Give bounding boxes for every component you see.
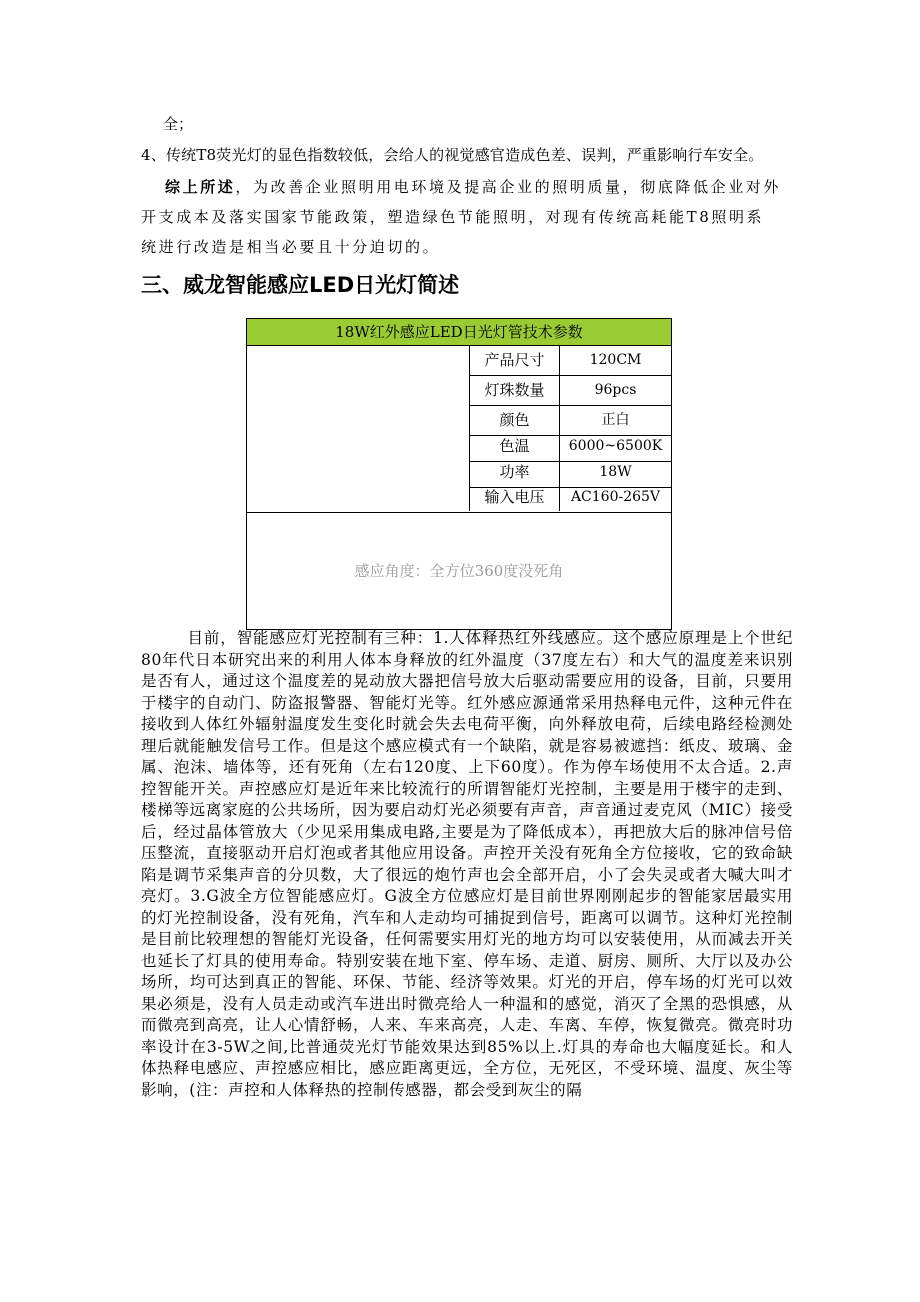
spec-table	[246, 318, 672, 630]
spec-value: 正白	[601, 412, 630, 428]
summary-text: ，为改善企业照明用电环境及提高企业的照明质量，彻底降低企业对外开支成本及落实国家节能政策，塑造绿色节能照明，对现有传统高耗能T8照明系统进行改造是相当必要且十分迫切的。	[141, 178, 782, 256]
spec-key: 产品尺寸	[470, 346, 560, 375]
spec-key: 功率	[470, 458, 560, 487]
spec-key: 输入电压	[470, 484, 560, 511]
spec-value: 18W	[599, 464, 632, 480]
spec-value: 120CM	[589, 352, 642, 368]
spec-value: AC160-265V	[570, 489, 661, 505]
product-image-area	[247, 346, 470, 511]
sensor-angle-note: 感应角度：全方位360度没死角	[247, 512, 671, 630]
section-heading: 三、威龙智能感应LED日光灯简述	[141, 273, 460, 297]
spec-row	[470, 376, 671, 406]
spec-value: 6000~6500K	[568, 438, 663, 454]
spec-value: 96pcs	[594, 382, 637, 398]
spec-row	[470, 484, 671, 511]
spec-key: 色温	[470, 432, 560, 461]
spec-row	[470, 346, 671, 376]
spec-table-title: 18W红外感应LED日光灯管技术参数	[247, 319, 671, 346]
body-paragraph: 目前，智能感应灯光控制有三种：1.人体释热红外线感应。这个感应原理是上个世纪80年代日本研究出来的利用人体本身释放的红外温度（37度左右）和大气的温度差来识别是否有人，通过这个温度差的晃动放大器把信号放大后驱动需要应用的设备，目前，只要用于楼宇的自动门、防盗报警器、智能灯光等。红外感应源通常采用热释电元件，这种元件在接收到人体红外辐射温度发生变化时就会失去电荷平衡，向外释放电荷，后续电路经检测处理后就能触发信号工作。但是这个感应模式有一个缺陷，就是容易被遮挡：纸皮、玻璃、金属、泡沫、墙体等，还有死角（左右120度、上下60度）。作为停车场使用不太合适。2.声控智能开关。声控感应灯是近年来比较流行的所谓智能灯光控制，主要是用于楼宇的走到、楼梯等远离家庭的公共场所，因为要启动灯光必须要有声音，声音通过麦克风（MIC）接受后，经过晶体管放大（少见采用集成电路,主要是为了降低成本），再把放大后的脉冲信号倍压整流，直接驱动开启灯泡或者其他应用设备。声控开关没有死角全方位接收，它的致命缺陷是调节采集声音的分贝数，大了很远的炮竹声也会全部开启，小了会失灵或者大喊大叫才亮灯。3.G波全方位智能感应灯。G波全方位感应灯是目前世界刚刚起步的智能家居最实用的灯光控制设备，没有死角，汽车和人走动均可捕捉到信号，距离可以调节。这种灯光控制是目前比较理想的智能灯光设备，任何需要实用灯光的地方均可以安装使用，从而减去开关也延长了灯具的使用寿命。特别安装在地下室、停车场、走道、厨房、厕所、大厅以及办公场所，均可达到真正的智能、环保、节能、经济等效果。灯光的开启，停车场的灯光可以效果必须是，没有人员走动或汽车进出时微亮给人一种温和的感觉，消灭了全黑的恐惧感，从而微亮到高亮，让人心情舒畅，人来、车来高亮，人走、车离、车停，恢复微亮。微亮时功率设计在3-5W之间,比普通荧光灯节能效果达到85%以上.灯具的寿命也大幅度延长。和人体热释电感应、声控感应相比，感应距离更远，全方位，无死区，不受环境、温度、灰尘等影响，(注：声控和人体释热的控制传感器，都会受到灰尘的隔	[141, 629, 794, 1099]
summary-lead: 综上所述	[165, 178, 236, 196]
text-line-item-4: 4、传统T8荧光灯的显色指数较低，会给人的视觉感官造成色差、误判，严重影响行车安全。	[141, 146, 764, 164]
summary-paragraph	[141, 172, 781, 262]
spec-key: 灯珠数量	[470, 376, 560, 405]
text-line-continuation: 全；	[163, 115, 194, 133]
spec-key: 颜色	[470, 406, 560, 435]
